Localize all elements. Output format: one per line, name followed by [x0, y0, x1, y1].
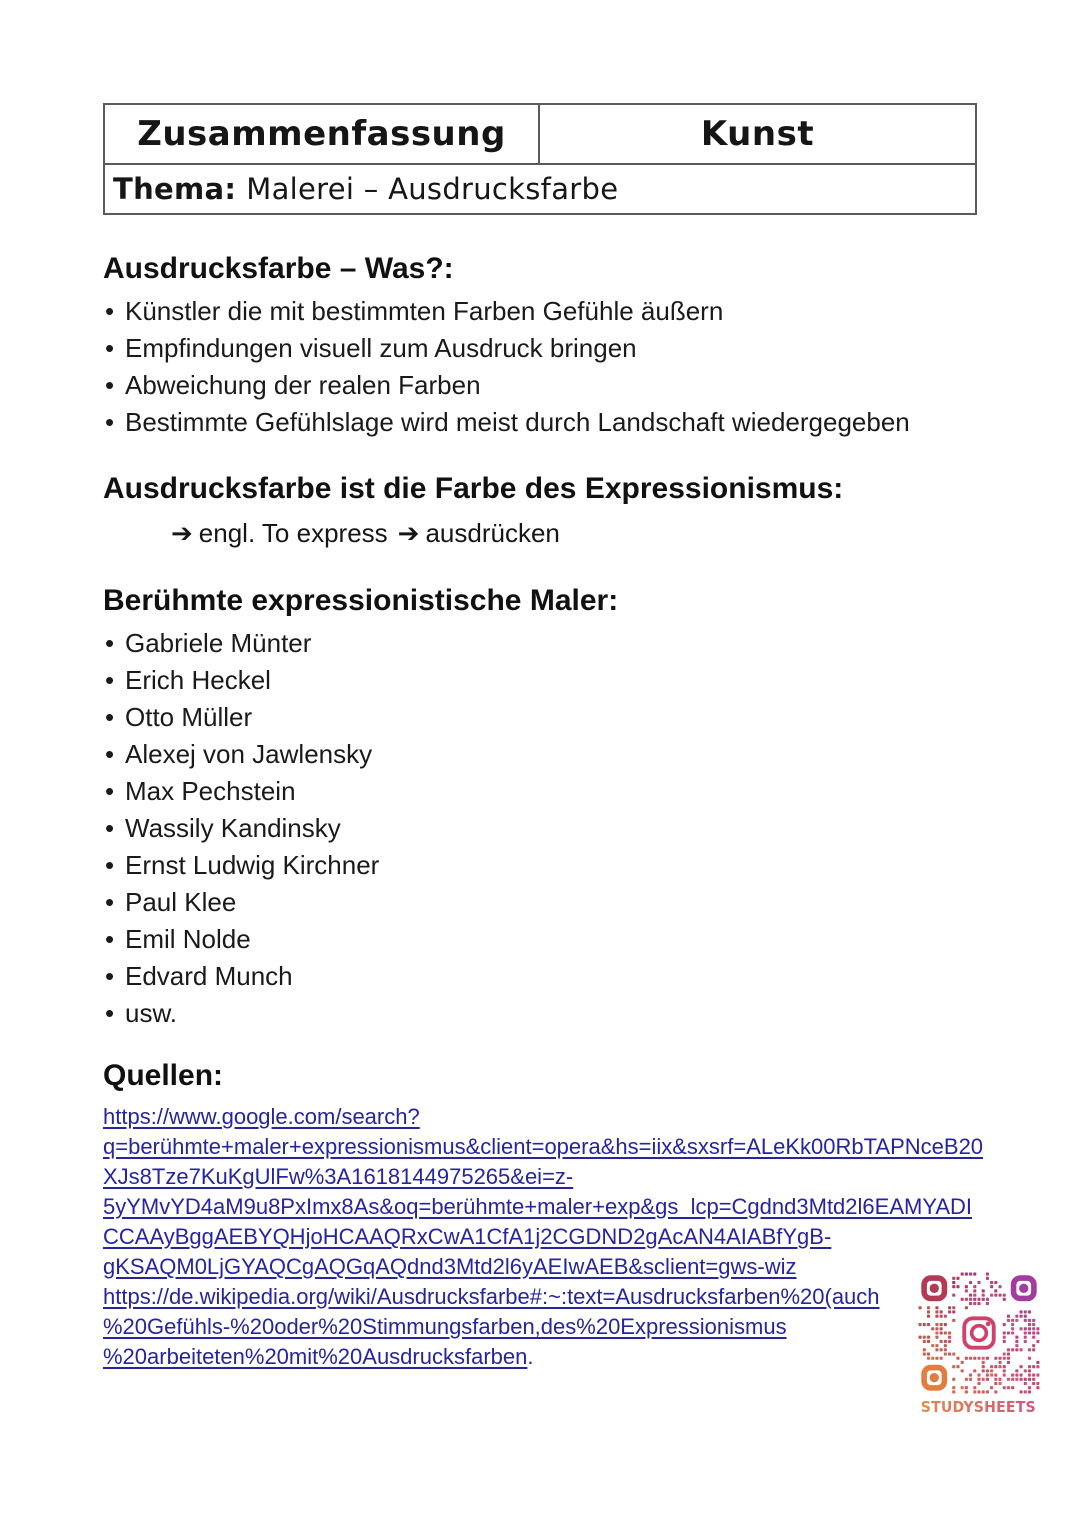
right-arrow-icon: ➔ — [397, 518, 420, 548]
wikipedia-link[interactable]: https://de.wikipedia.org/wiki/Ausdrucksfarbe#:~:text=Ausdrucksfarben%20(auch — [103, 1284, 880, 1309]
instagram-qr-code — [917, 1272, 1063, 1416]
section-heading: Quellen: — [103, 1059, 224, 1092]
arrow-note-text: ausdrücken — [425, 518, 560, 548]
bullet-item: • Empfindungen visuell zum Ausdruck bringen — [103, 330, 977, 367]
google-search-link[interactable]: gKSAQM0LjGYAQCgAQGqAQdnd3Mtd2l6yAEIwAEB&sclient=gws-wiz — [103, 1254, 797, 1279]
source-links — [103, 1102, 984, 1372]
studysheets-watermark: STUDYSHEETS.PC — [920, 1398, 1063, 1416]
painter-item: • Wassily Kandinsky — [103, 810, 977, 847]
document-content — [103, 103, 984, 1372]
google-search-link[interactable]: CCAAyBggAEBYQHjoHCAAQRxCwA1CfA1j2CGDND2gAcAN4AIABfYgB- — [103, 1224, 832, 1249]
header-table — [103, 103, 977, 215]
section-heading: Ausdrucksfarbe ist die Farbe des Expressionismus: — [103, 472, 844, 505]
thema-row — [105, 165, 975, 213]
wikipedia-link-row — [103, 1342, 977, 1372]
painter-item: • usw. — [103, 995, 977, 1032]
qr-finder-bottom-left — [924, 1368, 944, 1388]
doc-type-label: Zusammenfassung — [137, 114, 506, 154]
qr-code-image — [918, 1272, 1040, 1394]
section-maler — [103, 583, 977, 1032]
bullet-item: • Abweichung der realen Farben — [103, 367, 977, 404]
arrow-note-text: engl. To express — [198, 518, 388, 548]
thema-label: Thema: — [113, 172, 237, 206]
painter-item: • Paul Klee — [103, 884, 977, 921]
painter-item: • Edvard Munch — [103, 958, 977, 995]
painter-item: • Max Pechstein — [103, 773, 977, 810]
section-expressionismus — [103, 471, 977, 551]
wikipedia-link[interactable]: %20arbeiteten%20mit%20Ausdrucksfarben — [103, 1344, 528, 1369]
arrow-note — [103, 515, 977, 551]
section-heading: Ausdrucksfarbe – Was?: — [103, 252, 454, 285]
doc-type-cell — [105, 105, 540, 163]
link-suffix-period: . — [527, 1344, 534, 1369]
google-search-link[interactable]: XJs8Tze7KuKgUlFw%3A1618144975265&ei=z- — [103, 1164, 574, 1189]
instagram-logo-icon — [960, 1314, 999, 1353]
painter-item: • Otto Müller — [103, 699, 977, 736]
wikipedia-link[interactable]: %20Gefühls-%20oder%20Stimmungsfarben,des%20Expressionismus — [103, 1314, 787, 1339]
bullet-list — [103, 293, 977, 441]
bullet-item: • Bestimmte Gefühlslage wird meist durch Landschaft wiedergegeben — [103, 404, 977, 441]
qr-finder-top-right — [1014, 1278, 1034, 1298]
right-arrow-icon: ➔ — [171, 518, 193, 548]
painter-list — [103, 625, 977, 1032]
header-table-title-row — [105, 105, 975, 165]
section-ausdrucksfarbe-was — [103, 251, 977, 441]
section-quellen — [103, 1058, 984, 1372]
painter-item: • Erich Heckel — [103, 662, 977, 699]
subject-label: Kunst — [700, 114, 815, 154]
painter-item: • Gabriele Münter — [103, 625, 977, 662]
painter-item: • Emil Nolde — [103, 921, 977, 958]
thema-value: Malerei – Ausdrucksfarbe — [246, 172, 619, 206]
qr-finder-top-left — [924, 1278, 944, 1298]
google-search-link[interactable]: q=berühmte+maler+expressionismus&client=opera&hs=iix&sxsrf=ALeKk00RbTAPNceB20 — [103, 1134, 984, 1159]
google-search-link[interactable]: https://www.google.com/search? — [103, 1104, 420, 1129]
google-search-link[interactable]: 5yYMvYD4aM9u8PxImx8As&oq=berühmte+maler+exp&gs_lcp=Cgdnd3Mtd2l6EAMYADI — [103, 1194, 973, 1219]
section-heading: Berühmte expressionistische Maler: — [103, 584, 619, 617]
subject-cell — [540, 105, 975, 163]
painter-item: • Ernst Ludwig Kirchner — [103, 847, 977, 884]
painter-item: • Alexej von Jawlensky — [103, 736, 977, 773]
bullet-item: • Künstler die mit bestimmten Farben Gefühle äußern — [103, 293, 977, 330]
